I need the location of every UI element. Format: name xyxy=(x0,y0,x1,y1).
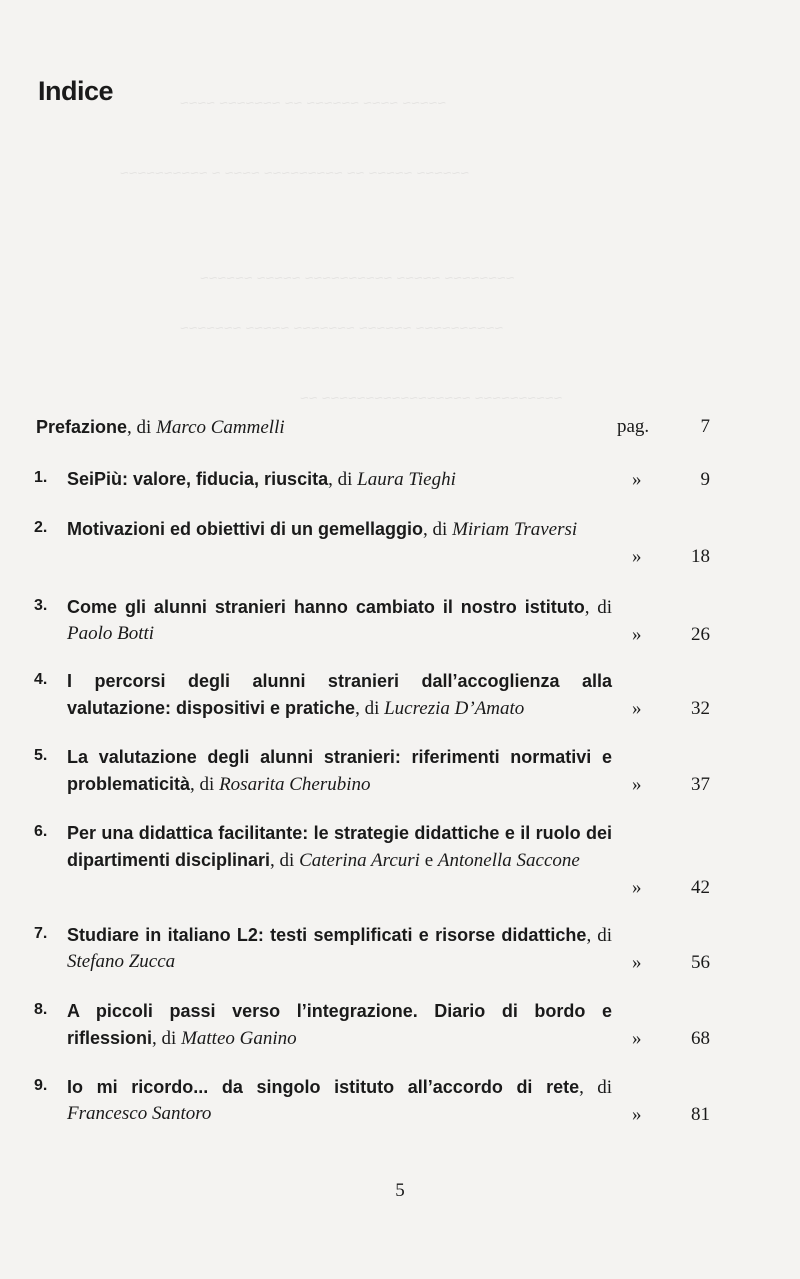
ditto-mark: » xyxy=(632,469,642,490)
toc-author-separator: , di xyxy=(328,469,358,490)
toc-entry-text xyxy=(67,744,612,798)
toc-page-number: 42 xyxy=(691,877,710,898)
show-through-texture: ~~~~~~~~~~ ~~~~~~ ~~~~~~~ ~~~~~ ~~~~~~~ xyxy=(180,320,504,337)
page-label: pag. xyxy=(617,416,650,437)
toc-page-number: 81 xyxy=(691,1104,710,1125)
toc-page-number: 56 xyxy=(691,952,710,973)
toc-page-number: 9 xyxy=(700,469,710,490)
toc-entry-title: Motivazioni ed obiettivi di un gemellaggio xyxy=(67,519,424,539)
toc-entry-author: Paolo Botti xyxy=(67,623,155,644)
toc-entry-title: Come gli alunni stranieri hanno cambiato il nostro istituto xyxy=(67,597,585,617)
toc-entry-number: 7. xyxy=(34,925,48,942)
toc-entry-text xyxy=(67,668,612,722)
toc-entry-author: Antonella Saccone xyxy=(437,850,580,871)
toc-entry-number: 4. xyxy=(34,671,48,688)
toc-entry-text xyxy=(67,466,612,493)
show-through-texture: ~~~~~~~~~~ ~~~~~~~~~~~~~~~~~ ~~ xyxy=(300,390,563,407)
toc-entry-number: 3. xyxy=(34,597,48,614)
toc-page-number: 68 xyxy=(691,1028,710,1049)
toc-author-separator: , di xyxy=(270,850,300,871)
toc-entry-number: 9. xyxy=(34,1077,48,1094)
page-title: Indice xyxy=(38,76,114,106)
toc-entry-author: Stefano Zucca xyxy=(67,951,176,972)
toc-page-number: 18 xyxy=(691,546,710,567)
toc-author-separator: , di xyxy=(190,774,220,795)
toc-author-separator: , di xyxy=(579,1077,613,1098)
ditto-mark: » xyxy=(632,877,642,898)
ditto-mark: » xyxy=(632,952,642,973)
toc-entry-title: SeiPiù: valore, fiducia, riuscita xyxy=(67,469,329,489)
page-folio: 5 xyxy=(395,1180,405,1201)
toc-entry-author: Matteo Ganino xyxy=(181,1028,297,1049)
ditto-mark: » xyxy=(632,1028,642,1049)
toc-entry-author: Laura Tieghi xyxy=(357,469,456,490)
toc-entry-title: A piccoli passi verso l’integrazione. Diario di bordo e riflessioni xyxy=(67,1001,612,1048)
toc-page-number: 7 xyxy=(700,416,710,437)
toc-entry-number: 1. xyxy=(34,469,48,486)
toc-entry-author: Miriam Traversi xyxy=(452,519,578,540)
toc-entry-number: 2. xyxy=(34,519,48,536)
toc-entry-text xyxy=(67,1074,612,1127)
toc-entry-text xyxy=(67,998,612,1052)
toc-author-separator: , di xyxy=(584,597,613,618)
toc-entry-title: Prefazione xyxy=(36,417,128,437)
toc-entry-number: 8. xyxy=(34,1001,48,1018)
toc-entry-text xyxy=(36,414,596,441)
toc-entry-author: Caterina Arcuri xyxy=(299,850,420,871)
toc-author-separator: , di xyxy=(127,417,157,438)
toc-author-conjunction: e xyxy=(419,850,438,871)
ditto-mark: » xyxy=(632,1104,642,1125)
ditto-mark: » xyxy=(632,546,642,567)
toc-entry-number: 5. xyxy=(34,747,48,764)
show-through-texture: ~~~~~~ ~~~~~ ~~ ~~~~~~~~~ ~~~~ ~ ~~~~~~~~~~ xyxy=(120,165,470,182)
toc-entry-author: Marco Cammelli xyxy=(156,417,285,438)
toc-page-number: 32 xyxy=(691,698,710,719)
toc-entry-text xyxy=(67,516,612,543)
toc-author-separator: , di xyxy=(355,698,385,719)
show-through-texture: ~~~~~~~~ ~~~~~ ~~~~~~~~~~ ~~~~~ ~~~~~~ xyxy=(200,270,515,287)
toc-author-separator: , di xyxy=(152,1028,182,1049)
toc-entry-title: La valutazione degli alunni stranieri: riferimenti normativi e problematicità xyxy=(67,747,612,794)
ditto-mark: » xyxy=(632,698,642,719)
toc-entry-title: Per una didattica facilitante: le strategie didattiche e il ruolo dei dipartimenti disciplinari xyxy=(67,823,612,870)
toc-author-separator: , di xyxy=(423,519,453,540)
toc-entry-text xyxy=(67,820,612,874)
ditto-mark: » xyxy=(632,624,642,645)
toc-entry-text xyxy=(67,922,612,975)
toc-entry-title: Io mi ricordo... da singolo istituto all’accordo di rete xyxy=(67,1077,580,1097)
toc-entry-title: I percorsi degli alunni stranieri dall’accoglienza alla valutazione: dispositivi e pratiche xyxy=(67,671,612,718)
toc-page-number: 26 xyxy=(691,624,710,645)
toc-entry-text xyxy=(67,594,612,647)
ditto-mark: » xyxy=(632,774,642,795)
toc-entry-author: Rosarita Cherubino xyxy=(219,774,371,795)
toc-entry-author: Francesco Santoro xyxy=(67,1103,212,1124)
toc-page-number: 37 xyxy=(691,774,710,795)
toc-entry-title: Studiare in italiano L2: testi semplificati e risorse didattiche xyxy=(67,925,587,945)
toc-entry-number: 6. xyxy=(34,823,48,840)
toc-entry-author: Lucrezia D’Amato xyxy=(384,698,525,719)
toc-author-separator: , di xyxy=(586,925,613,946)
show-through-texture: ~~~~~ ~~~~ ~~~~~~ ~~ ~~~~~~~ ~~~~ xyxy=(180,95,447,112)
